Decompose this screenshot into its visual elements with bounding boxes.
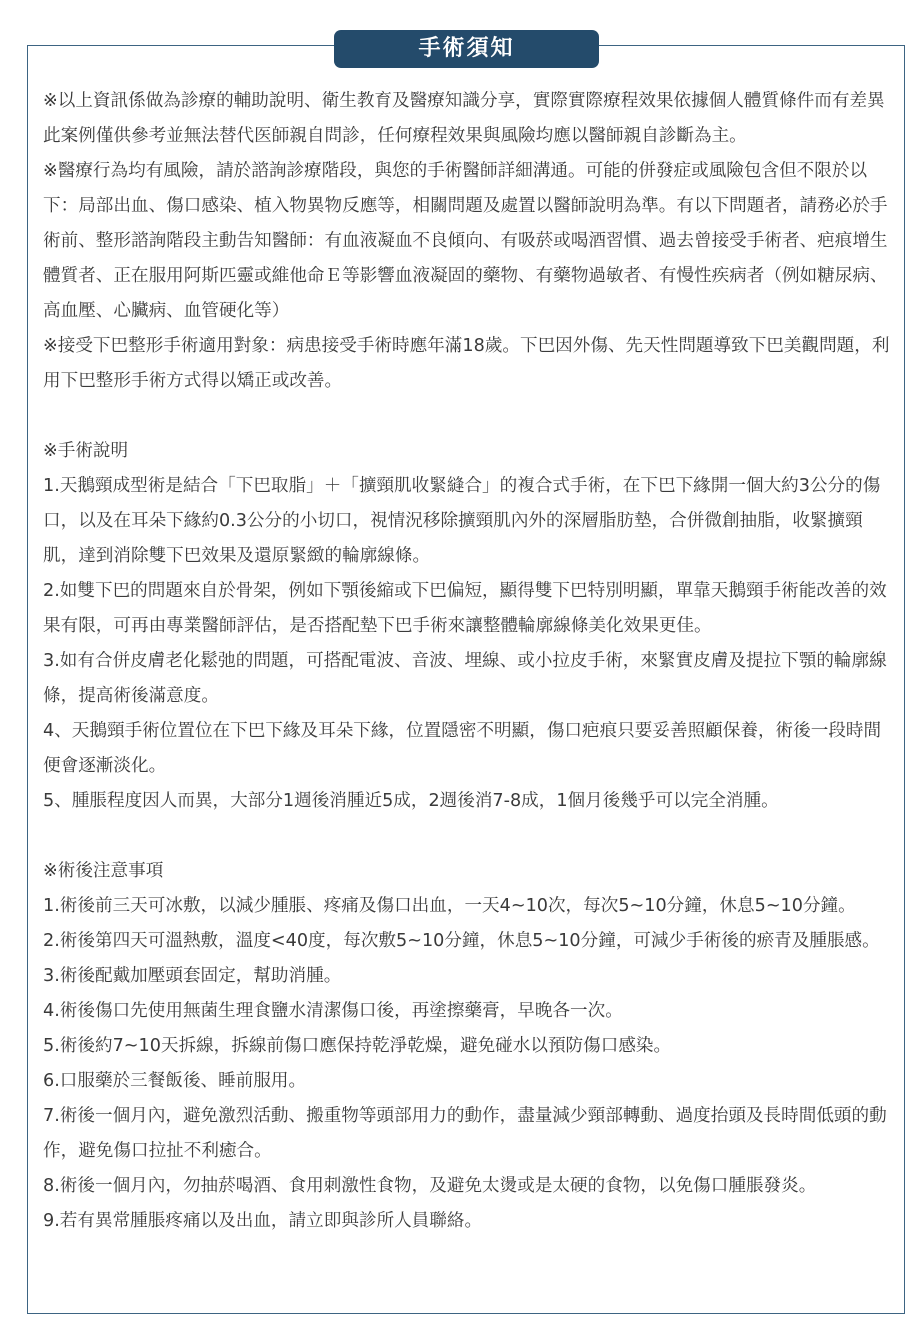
- disclaimer-paragraph: ※以上資訊係做為診療的輔助說明、衛生教育及醫療知識分享，實際實際療程效果依據個人體質條件而有差異此案例僅供參考並無法替代医師親自問診，任何療程效果與風險均應以醫師親自診斷為主。: [43, 91, 885, 146]
- notice-content: [43, 84, 891, 1239]
- aftercare-item: 1.術後前三天可冰敷，以減少腫脹、疼痛及傷口出血，一天4~10次，每次5~10分鐘，休息5~10分鐘。: [43, 896, 856, 916]
- surgery-heading: ※手術說明: [43, 441, 129, 461]
- aftercare-item: 9.若有異常腫脹疼痛以及出血，請立即與診所人員聯絡。: [43, 1211, 483, 1231]
- aftercare-item: 5.術後約7~10天拆線，拆線前傷口應保持乾淨乾燥，避免碰水以預防傷口感染。: [43, 1036, 672, 1056]
- surgery-item: 2.如雙下巴的問題來自於骨架，例如下顎後縮或下巴偏短，顯得雙下巴特別明顯，單靠天鵝頸手術能改善的效果有限，可再由專業醫師評估，是否搭配墊下巴手術來讓整體輪廓線條美化效果更佳。: [43, 581, 887, 636]
- eligibility-paragraph: ※接受下巴整形手術適用對象：病患接受手術時應年滿18歲。下巴因外傷、先天性問題導致下巴美觀問題，利用下巴整形手術方式得以矯正或改善。: [43, 336, 890, 391]
- section-spacer: [43, 399, 891, 434]
- aftercare-item: 4.術後傷口先使用無菌生理食鹽水清潔傷口後，再塗擦藥膏，早晚各一次。: [43, 1001, 623, 1021]
- surgery-item: 3.如有合併皮膚老化鬆弛的問題，可搭配電波、音波、埋線、或小拉皮手術，來緊實皮膚及提拉下顎的輪廓線條，提高術後滿意度。: [43, 651, 887, 706]
- surgery-item: 1.天鵝頸成型術是結合「下巴取脂」＋「擴頸肌收緊縫合」的複合式手術，在下巴下緣開一個大約3公分的傷口，以及在耳朵下緣約0.3公分的小切口，視情況移除擴頸肌內外的深層脂肪墊，合併微創抽脂，收緊擴頸肌，達到消除雙下巴效果及還原緊緻的輪廓線條。: [43, 476, 881, 566]
- risk-paragraph: ※醫療行為均有風險，請於諮詢診療階段，與您的手術醫師詳細溝通。可能的併發症或風險包含但不限於以下：局部出血、傷口感染、植入物異物反應等，相關問題及處置以醫師說明為準。有以下問題者，請務必於手術前、整形諮詢階段主動告知醫師：有血液凝血不良傾向、有吸菸或喝酒習慣、過去曾接受手術者、疤痕增生體質者、正在服用阿斯匹靈或維他命Ｅ等影響血液凝固的藥物、有藥物過敏者、有慢性疾病者（例如糖尿病、高血壓、心臟病、血管硬化等）: [43, 161, 888, 321]
- page-title: 手術須知: [334, 30, 599, 68]
- aftercare-heading: ※術後注意事項: [43, 861, 164, 881]
- aftercare-item: 2.術後第四天可溫熱敷，溫度<40度，每次敷5~10分鐘，休息5~10分鐘，可減少手術後的瘀青及腫脹感。: [43, 931, 880, 951]
- aftercare-item: 6.口服藥於三餐飯後、睡前服用。: [43, 1071, 307, 1091]
- section-spacer: [43, 819, 891, 854]
- aftercare-item: 7.術後一個月內，避免激烈活動、搬重物等頭部用力的動作，盡量減少頸部轉動、過度抬頭及長時間低頭的動作，避免傷口拉扯不利癒合。: [43, 1106, 887, 1161]
- surgery-item: 4、天鵝頸手術位置位在下巴下緣及耳朵下緣，位置隱密不明顯，傷口疤痕只要妥善照顧保養，術後一段時間便會逐漸淡化。: [43, 721, 882, 776]
- aftercare-item: 8.術後一個月內，勿抽菸喝酒、食用刺激性食物，及避免太燙或是太硬的食物，以免傷口腫脹發炎。: [43, 1176, 817, 1196]
- surgery-item: 5、腫脹程度因人而異，大部分1週後消腫近5成，2週後消7-8成，1個月後幾乎可以完全消腫。: [43, 791, 779, 811]
- aftercare-item: 3.術後配戴加壓頭套固定，幫助消腫。: [43, 966, 342, 986]
